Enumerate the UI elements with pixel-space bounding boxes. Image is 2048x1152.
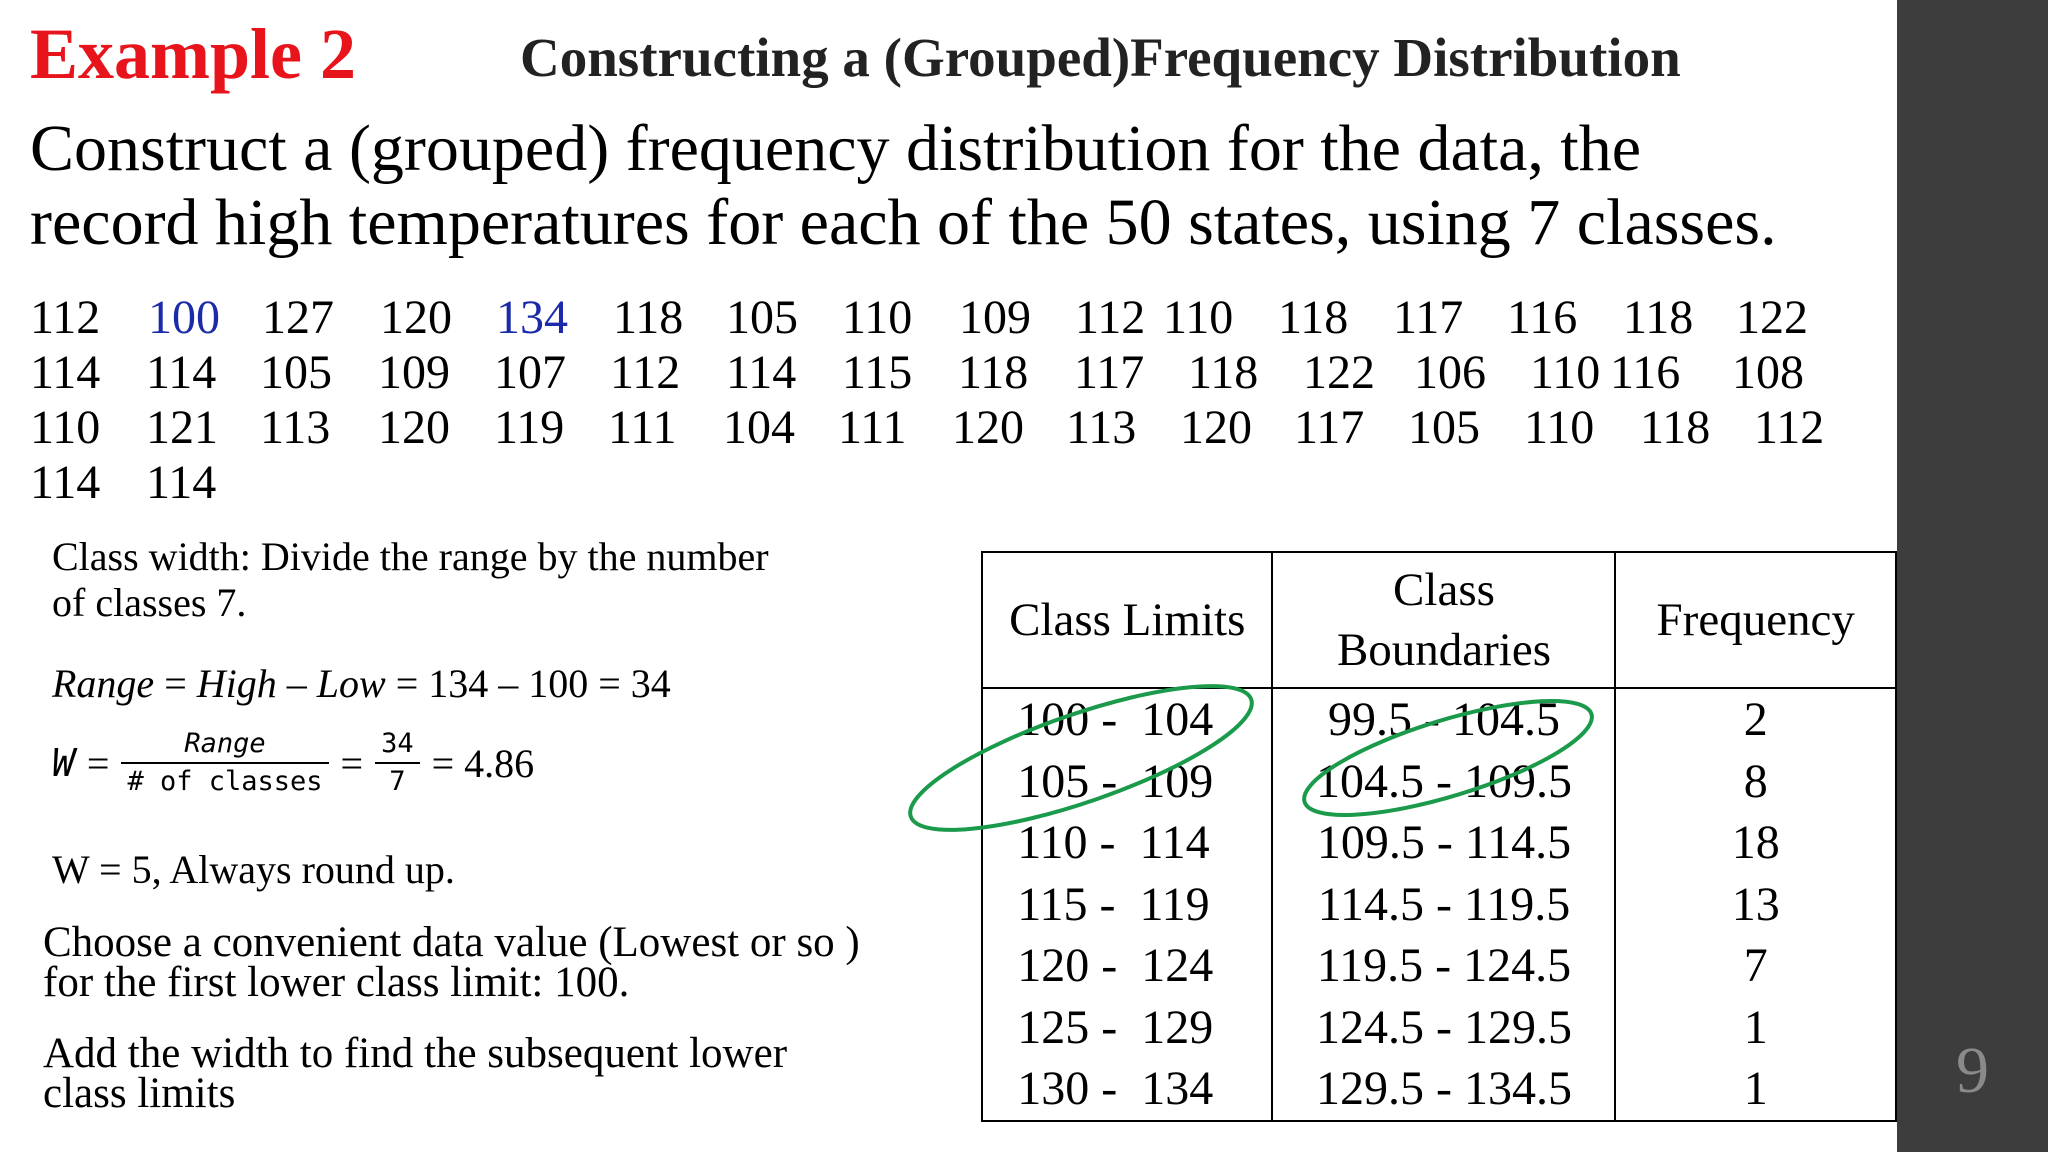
upper-class-limit: 109 [1141,754,1214,808]
data-value: 120 [1180,401,1252,454]
data-value: 105 [1408,401,1480,454]
frequency-cell: 1 [1615,997,1896,1059]
lower-class-limit: 110 - [1017,816,1116,869]
data-value: 110 [1163,291,1234,344]
lower-class-limit: 125 - [1017,1000,1118,1054]
class-limits-cell [982,874,1272,936]
data-value: 106 [1414,346,1486,399]
limit-gap [1117,1062,1141,1115]
class-limits-cell [982,751,1272,813]
class-boundary-cell: 104.5 - 109.5 [1272,751,1615,813]
data-value: 118 [958,346,1029,399]
class-boundary-cell: 109.5 - 114.5 [1272,812,1615,874]
table-row [982,997,1896,1059]
add-line-1: Add the width to find the subsequent lower [43,1030,788,1077]
class-limits-cell [982,812,1272,874]
data-value: 118 [1188,346,1259,399]
lower-class-limit: 115 - [1017,877,1116,931]
range-result: = 134 – 100 = 34 [385,661,671,706]
data-value: 104 [723,401,795,454]
class-limits-cell [982,1058,1272,1121]
data-value: 116 [1507,291,1578,344]
add-width-note [43,1030,788,1117]
data-value: 121 [146,401,218,454]
data-value: 105 [726,291,798,344]
data-value: 122 [1736,291,1808,344]
class-width-note-line-2: of classes 7. [52,580,247,625]
upper-class-limit: 119 [1139,877,1210,931]
data-value: 111 [838,401,907,454]
formula-denominator-2: 7 [389,766,406,797]
class-limit-pair [1007,689,1247,751]
data-value: 112 [1075,291,1146,344]
class-limits-cell [982,935,1272,997]
data-value: 118 [1623,291,1694,344]
data-value: 109 [959,291,1031,344]
low-word: Low [316,661,386,706]
data-value: 119 [494,401,565,454]
table-row [982,874,1896,936]
page-number: 9 [1956,1034,1989,1107]
class-boundary-cell: 114.5 - 119.5 [1272,874,1615,936]
problem-statement [30,112,1890,260]
class-limit-pair [1007,1058,1247,1120]
table-row [982,1058,1896,1121]
data-value: 110 [842,291,913,344]
frequency-table [981,551,1897,1122]
frequency-cell: 7 [1615,935,1896,997]
header-class-word: Class [1393,564,1495,616]
class-limits-cell [982,997,1272,1059]
high-word: High [196,661,277,706]
data-value-highlighted: 100 [148,291,220,344]
data-value: 117 [1294,401,1365,454]
data-value: 117 [1074,346,1145,399]
data-value: 114 [146,456,217,509]
data-value: 115 [842,346,913,399]
class-limit-pair [1007,997,1247,1059]
data-value: 107 [494,346,566,399]
formula-equals-1: = [86,740,110,786]
limit-gap [1117,939,1141,992]
range-minus: – [276,661,317,706]
data-value: 118 [1278,291,1349,344]
class-limit-pair [1007,812,1247,874]
upper-class-limit: 124 [1141,939,1214,992]
data-value: 113 [1066,401,1137,454]
upper-class-limit: 129 [1141,1000,1214,1054]
class-limit-pair [1007,874,1247,936]
choose-line-2: for the first lower class limit: 100. [43,959,630,1006]
slide-heading: Constructing a (Grouped)Frequency Distribution [520,27,1681,88]
limit-gap [1115,816,1139,869]
limit-gap [1117,693,1141,746]
formula-denominator: # of classes [127,766,323,797]
frequency-cell: 8 [1615,751,1896,813]
data-value: 120 [378,401,450,454]
example-title: Example 2 [30,14,357,94]
lower-class-limit: 130 - [1017,1062,1118,1115]
data-value: 105 [260,346,332,399]
range-equals: = [154,661,197,706]
formula-result: = 4.86 [431,740,535,786]
class-limit-pair [1007,935,1247,997]
choose-lower-limit-note [43,919,860,1006]
table-header-row [982,552,1896,688]
class-boundary-cell: 124.5 - 129.5 [1272,997,1615,1059]
data-value: 114 [30,346,101,399]
limit-gap [1117,1001,1141,1054]
upper-class-limit: 104 [1141,693,1214,746]
table-row [982,751,1896,813]
lower-class-limit: 105 - [1017,754,1118,808]
data-value: 113 [260,401,331,454]
data-value: 118 [1640,401,1711,454]
table-row [982,812,1896,874]
frequency-cell: 1 [1615,1058,1896,1121]
data-value: 120 [952,401,1024,454]
table-row [982,688,1896,751]
class-width-note-line-1: Class width: Divide the range by the number [52,534,769,579]
data-value: 110 [1530,346,1601,399]
data-value: 114 [146,346,217,399]
range-word: Range [52,661,155,706]
formula-fraction-2 [375,726,420,800]
class-boundary-cell: 129.5 - 134.5 [1272,1058,1615,1121]
data-value: 122 [1303,346,1375,399]
formula-equals-2: = [340,740,364,786]
data-value: 110 [1524,401,1595,454]
problem-line-1: Construct a (grouped) frequency distribution for the data, the [30,112,1642,185]
lower-class-limit: 100 - [1017,693,1118,746]
data-value: 112 [1754,401,1825,454]
add-line-2: class limits [43,1070,236,1117]
limit-gap [1115,878,1139,931]
data-value: 108 [1732,346,1804,399]
range-equation [52,660,671,707]
class-limits-cell [982,688,1272,751]
frequency-cell: 18 [1615,812,1896,874]
formula-fraction-1 [121,726,328,800]
width-formula [52,726,546,816]
class-boundary-cell: 99.5 - 104.5 [1272,688,1615,751]
formula-numerator: Range [121,726,328,764]
data-value: 117 [1393,291,1464,344]
data-value: 112 [610,346,681,399]
lower-class-limit: 120 - [1017,939,1118,992]
choose-line-1: Choose a convenient data value (Lowest or so ) [43,919,860,966]
formula-numerator-2: 34 [375,726,420,764]
problem-line-2: record high temperatures for each of the 50 states, using 7 classes. [30,186,1777,259]
data-value: 112 [30,291,101,344]
frequency-cell: 13 [1615,874,1896,936]
data-value: 114 [30,456,101,509]
upper-class-limit: 114 [1139,816,1210,869]
data-value: 114 [726,346,797,399]
data-value: 120 [380,291,452,344]
header-boundaries-word: Boundaries [1336,624,1552,676]
frequency-cell: 2 [1615,688,1896,751]
slide-sidebar [1897,0,2048,1152]
class-boundary-cell: 119.5 - 124.5 [1272,935,1615,997]
width-rounded-note: W = 5, Always round up. [52,847,455,892]
header-class-boundaries [1272,552,1615,688]
table-row [982,935,1896,997]
data-value: 111 [608,401,677,454]
class-limit-pair [1007,751,1247,813]
data-value: 118 [613,291,684,344]
upper-class-limit: 134 [1141,1062,1214,1115]
data-value: 127 [262,291,334,344]
data-value: 116 [1610,346,1681,399]
data-value: 109 [378,346,450,399]
formula-w: W [52,741,75,785]
header-frequency: Frequency [1615,552,1896,688]
limit-gap [1117,755,1141,808]
header-class-limits: Class Limits [982,552,1272,688]
data-value-highlighted: 134 [496,291,568,344]
data-value: 110 [30,401,101,454]
